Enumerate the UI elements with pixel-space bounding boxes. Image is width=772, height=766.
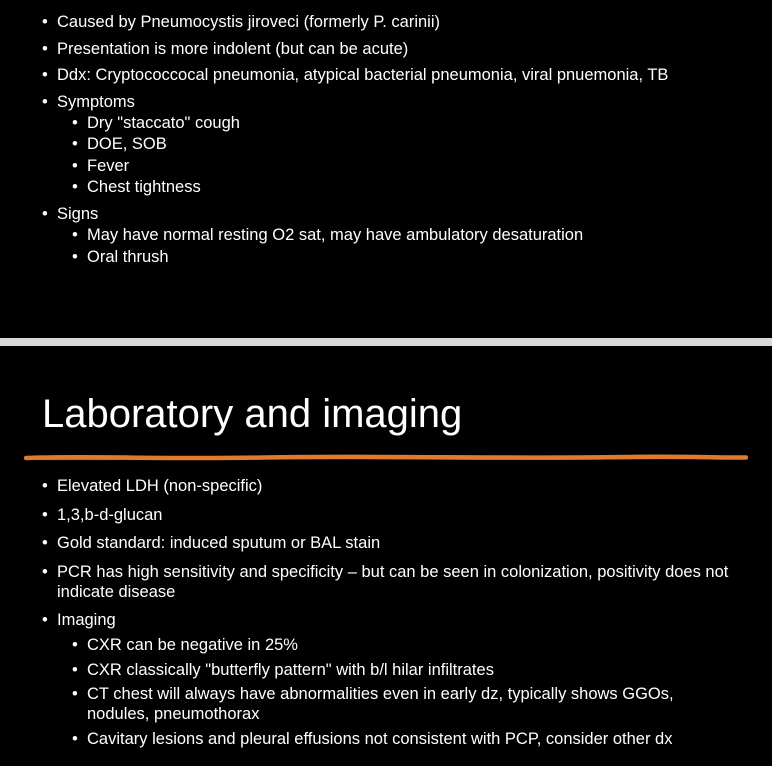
bullet-signs (42, 203, 762, 268)
bullet-gold-standard: • Gold standard: induced sputum or BAL stain (42, 533, 732, 553)
imaging-label: Imaging (57, 611, 116, 629)
bullet-cause: • Caused by Pneumocystis jiroveci (formerly P. carinii) (42, 11, 762, 33)
symptom-item: • Dry "staccato" cough (72, 113, 762, 135)
slide-laboratory-imaging (0, 346, 772, 766)
overview-bullet-list (42, 11, 762, 273)
underline-stroke-texture (30, 458, 742, 459)
imaging-sublist (57, 635, 732, 749)
bullet-presentation: • Presentation is more indolent (but can be acute) (42, 38, 762, 60)
imaging-item: • CXR can be negative in 25% (72, 635, 732, 655)
signs-sublist (57, 225, 762, 268)
sign-item: • May have normal resting O2 sat, may have ambulatory desaturation (72, 225, 762, 247)
bullet-pcr: • PCR has high sensitivity and specificity – but can be seen in colonization, positivity does not indicate disease (42, 562, 732, 602)
imaging-item: • CT chest will always have abnormalities even in early dz, typically shows GGOs, nodules, pneumothorax (72, 684, 732, 724)
imaging-item: • CXR classically "butterfly pattern" with b/l hilar infiltrates (72, 660, 732, 680)
symptoms-sublist (57, 113, 762, 199)
bullet-ddx: • Ddx: Cryptococcocal pneumonia, atypical bacterial pneumonia, viral pnuemonia, TB (42, 64, 762, 86)
bullet-ldh: • Elevated LDH (non-specific) (42, 476, 732, 496)
symptoms-label: Symptoms (57, 92, 135, 111)
slide-title: Laboratory and imaging (42, 392, 463, 436)
bullet-imaging (42, 610, 732, 749)
title-underline-brush (24, 452, 748, 464)
symptom-item: • DOE, SOB (72, 134, 762, 156)
symptom-item: • Chest tightness (72, 177, 762, 199)
signs-label: Signs (57, 205, 99, 223)
symptom-item: • Fever (72, 156, 762, 178)
slide-pcp-overview (0, 0, 772, 338)
imaging-item: • Cavitary lesions and pleural effusions not consistent with PCP, consider other dx (72, 729, 732, 749)
bullet-glucan: • 1,3,b-d-glucan (42, 505, 732, 525)
lab-imaging-bullet-list (42, 476, 732, 757)
sign-item: • Oral thrush (72, 247, 762, 269)
bullet-symptoms (42, 91, 762, 199)
